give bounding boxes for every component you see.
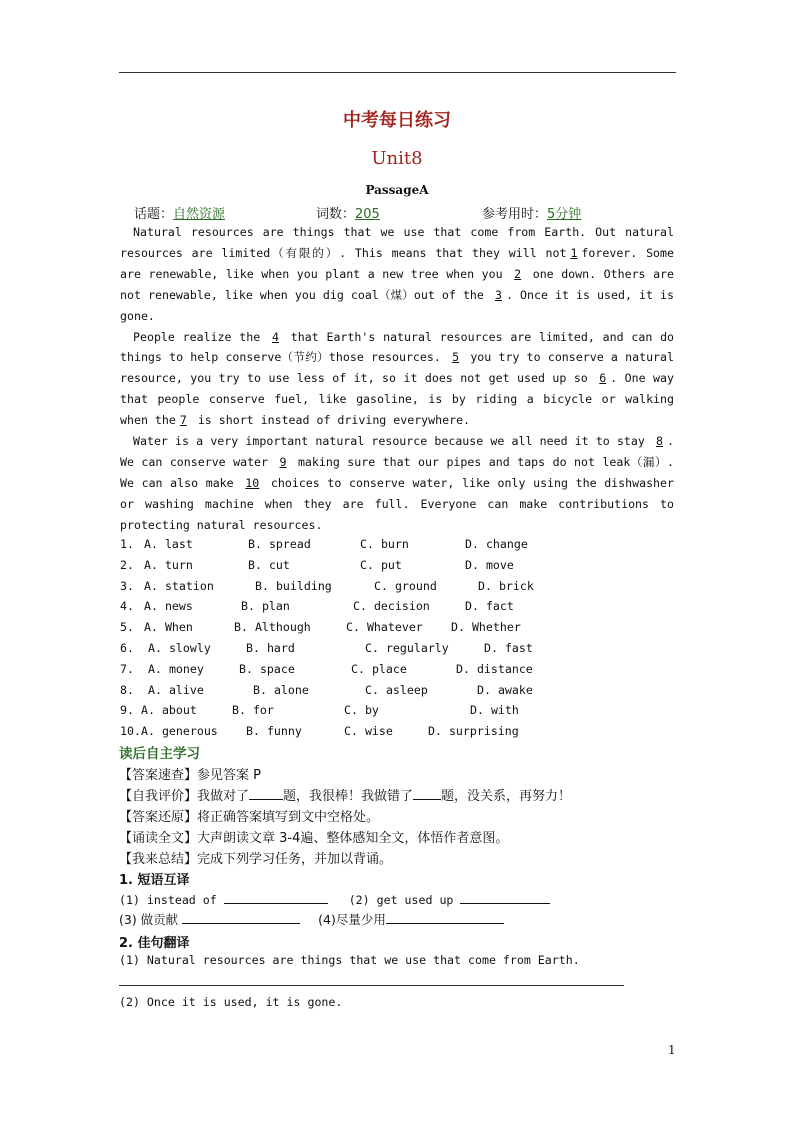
passage-text [120, 222, 674, 536]
blank-6[interactable]: 6 [599, 371, 607, 386]
phrase-answer-3[interactable] [182, 911, 300, 924]
blank-3[interactable]: 3 [494, 287, 502, 302]
answer-restore-line: 【答案还原】将正确答案填写到文中空格处。 [119, 810, 380, 825]
page-number: 1 [668, 1043, 676, 1057]
sentence-translation-heading: 2. 佳句翻译 [119, 936, 190, 951]
header-rule [119, 72, 676, 73]
blank-4[interactable]: 4 [272, 329, 279, 344]
blank-2[interactable]: 2 [514, 266, 522, 281]
phrase-row-2: (3) 做贡献 (4)尽量少用 [119, 910, 504, 928]
unit-title: Unit8 [371, 148, 423, 169]
phrase-answer-1[interactable] [224, 891, 328, 904]
summary-line: 【我来总结】完成下列学习任务，并加以背诵。 [119, 852, 393, 867]
blank-5[interactable]: 5 [452, 350, 460, 365]
sentence-1: (1) Natural resources are things that we use that come from Earth. [119, 953, 580, 967]
self-evaluation-line: 【自我评价】我做对了 题，我很棒！我做错了 题，没关系，再努力！ [119, 789, 572, 804]
phrase-answer-4[interactable] [386, 911, 504, 924]
sentence-2: (2) Once it is used, it is gone. [119, 995, 343, 1009]
wrong-count-blank[interactable] [413, 787, 441, 800]
blank-7[interactable]: 7 [179, 413, 187, 428]
blank-1[interactable]: 1 [570, 245, 578, 260]
paragraph-2: People realize the 4 that Earth's natural resources are limited, and can do things to help conserve（节约）those resources. 5 you try to conserve a natural resource, you try to use less of it, so it does not get used up so 6 . One way that people conserve fuel, like gasoline, is by riding a bicycle or walking when the 7 is short instead of driving everywhere. [120, 329, 675, 428]
topic-meta: 话题：自然资源 [134, 207, 226, 222]
paragraph-3: Water is a very important natural resource because we all need it to stay 8 . We can conserve water 9 making sure that our pipes and taps do not leak（漏）. We can also make 10 choices to conserve water, like only using the dishwasher or washing machine when they are full. Everyone can make contributions to protecting natural resources. [120, 434, 675, 532]
phrase-translation-heading: 1. 短语互译 [119, 873, 190, 888]
paragraph-1: Natural resources are things that we use that come from Earth. Out natural resources are limited（有限的）. This means that they will not 1 forever. Some are renewable, like when you plant a new tree when you 2 one down. Others are not renewable, like when you dig coal（煤）out of the 3 . Once it is used, it is gone. [120, 225, 675, 323]
after-reading-heading: 读后自主学习 [119, 746, 200, 762]
correct-count-blank[interactable] [249, 787, 283, 800]
read-aloud-line: 【诵读全文】大声朗读文章 3-4遍、整体感知全文，体悟作者意图。 [119, 831, 509, 846]
blank-9[interactable]: 9 [279, 454, 287, 469]
words-meta: 词数：205 [316, 207, 380, 222]
time-meta: 参考用时：5分钟 [482, 207, 582, 222]
blank-8[interactable]: 8 [656, 434, 664, 449]
phrase-answer-2[interactable] [460, 891, 550, 904]
passage-label: PassageA [365, 183, 429, 197]
blank-10[interactable]: 10 [245, 475, 260, 490]
phrase-row-1: (1) instead of (2) get used up [119, 891, 550, 907]
page-title: 中考每日练习 [343, 110, 451, 131]
answer-check-line: 【答案速查】参见答案 P [119, 768, 261, 783]
sentence-1-answer-line[interactable] [119, 985, 624, 986]
